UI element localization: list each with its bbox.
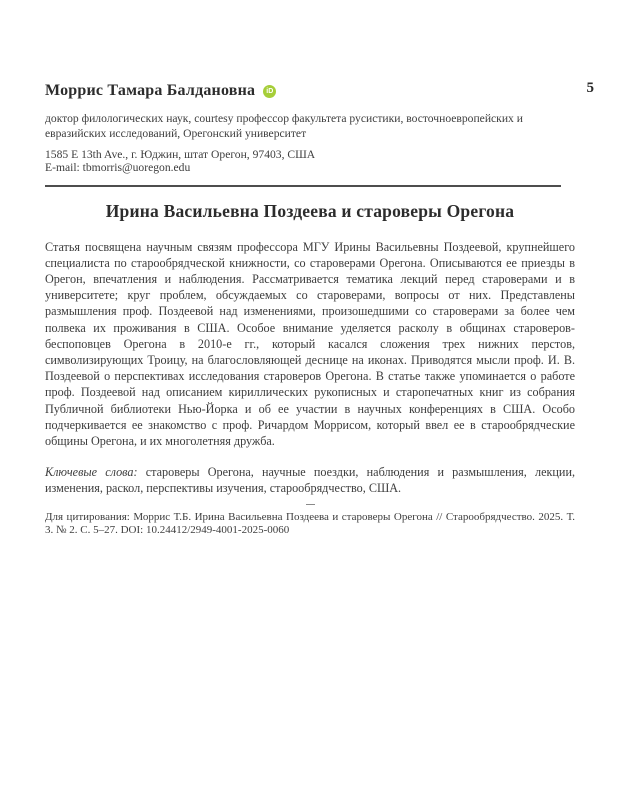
page-number: 5 xyxy=(586,80,594,96)
author-affiliation: доктор филологических наук, courtesy профессор факультета русистики, восточноевропейских и евразийских исследований, Орегонский университет xyxy=(45,112,523,140)
keywords-label: Ключевые слова: xyxy=(45,465,138,480)
citation-label: Для цитирования: xyxy=(45,510,130,523)
author-contact-block xyxy=(45,148,575,174)
header-divider xyxy=(45,185,561,187)
citation-block xyxy=(45,511,575,538)
author-header xyxy=(45,82,575,100)
author-address: 1585 E 13th Ave., г. Юджин, штат Орегон, 97403, США xyxy=(45,148,316,162)
abstract-text: Статья посвящена научным связям профессора МГУ Ирины Васильевны Поздеевой, крупнейшего специалиста по старообрядческой книжности, со староверами Орегона. Описываются ее приезды в Орегон, впечатления и наблюдения. Рассматривается тематика лекций перед староверами и в университете; круг проблем, обсуждаемых со староверами, вопросы от них. Представлены размышления проф. Поздеевой над изменениями, произошедшими со староверами за более чем полвека их проживания в США. Особое внимание уделяется расколу в общинах староверов-беспоповцев Орегона в 2010-е гг., который касался сложения трех нижних перстов, символизирующих Троицу, на благословляющей деснице на иконах. Приводятся мысли проф. И. В. Поздеевой о перспективах исследования староверов Орегона. В статье также упоминается о работе проф. Поздеевой над описанием кириллических рукописных и старопечатных книг из собрания Публичной библиотеки Нью-Йорка и об ее участии в научных конференциях в США. Особо подчеркивается ее знакомство с проф. Ричардом Моррисом, который ввел ее в старообрядческие общины Орегона, и их многолетняя дружба. xyxy=(45,239,575,449)
article-title: Ирина Васильевна Поздеева и староверы Орегона xyxy=(105,200,515,221)
citation-text: Моррис Т.Б. Ирина Васильевна Поздеева и староверы Орегона // Старообрядчество. 2025. Т. 3. № 2. С. 5–27. DOI: 10.24412/2949-4001-2025-0060 xyxy=(45,510,576,537)
section-dash-divider xyxy=(306,504,315,505)
orcid-icon[interactable]: iD xyxy=(263,85,276,98)
keywords-text: староверы Орегона, научные поездки, наблюдения и размышления, лекции, изменения, раскол, перспективы изучения, старообрядчество, США. xyxy=(45,465,576,496)
author-name: Моррис Тамара Балдановна xyxy=(45,82,256,99)
keywords-block xyxy=(45,464,575,496)
author-email: E-mail: tbmorris@uoregon.edu xyxy=(45,161,191,175)
